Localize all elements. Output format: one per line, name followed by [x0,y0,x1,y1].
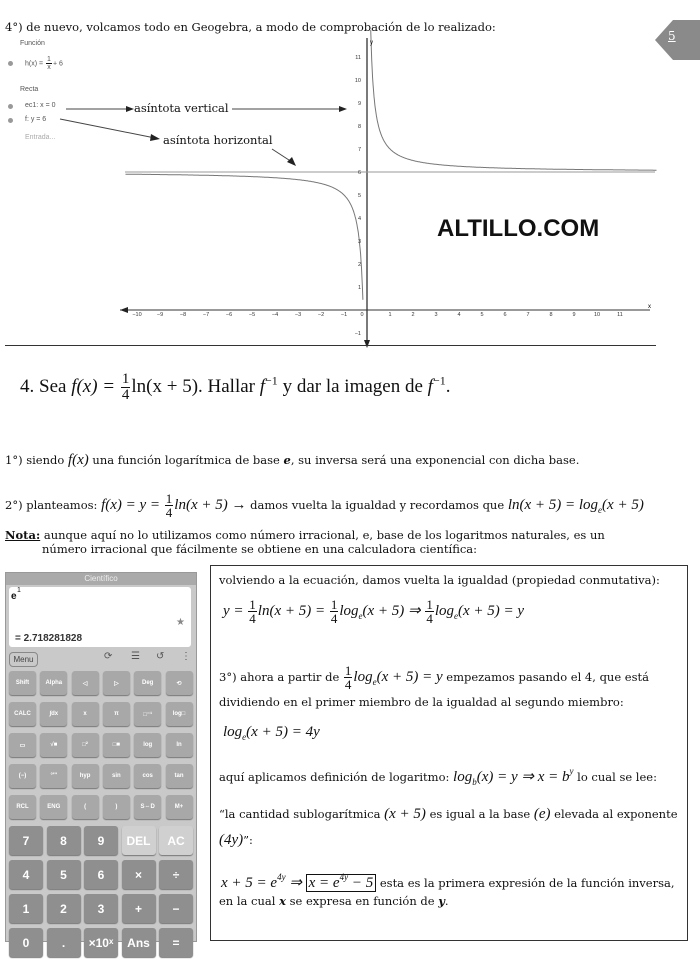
p3f: (x + 5) = y [376,668,443,685]
s2eq2: ln(x + 5) → [174,496,247,513]
p-end: . [445,375,451,397]
box-p3 [219,664,649,691]
calc-key[interactable]: 8 [47,826,81,855]
p5d: (4y) [219,832,244,848]
p7b: se expresa en función de [285,894,439,908]
e1s2: e [454,610,459,621]
more-icon[interactable]: ⋮ [181,651,191,662]
p4log: log [453,769,473,785]
calc-key[interactable]: tan [166,764,193,788]
p-rest: ln(x + 5). Hallar [131,375,260,397]
note-label: Nota: [5,528,41,542]
calc-key[interactable]: ( [72,795,99,819]
calc-key[interactable]: 4 [9,860,43,889]
calc-key[interactable]: CALC [9,702,36,726]
p3s: e [372,676,377,687]
undo-icon[interactable]: ↺ [156,651,165,662]
y-tick-label: −1 [354,331,361,337]
function-curve-left [126,174,363,300]
calc-key[interactable]: ▭ [9,733,36,757]
boxed-sup: 4y [339,872,349,882]
e1n3: 1 [426,597,433,612]
calc-key[interactable]: log□ [166,702,193,726]
p5b: es igual a la base [425,807,534,821]
p4eq: (x) = y ⇒ x = b [476,769,570,785]
x-tick-label: 2 [411,312,415,318]
box-p5d [219,832,253,849]
calc-key[interactable]: 1 [9,894,43,923]
p7x: x [279,894,286,908]
section-function: Función [20,40,45,47]
calc-key[interactable]: □■ [103,733,130,757]
calc-key[interactable]: ⟲ [166,671,193,695]
y-tick-label: 6 [357,170,361,176]
calc-title: Científico [6,573,196,585]
calc-key[interactable]: ▷ [103,671,130,695]
p5end: ”: [243,833,253,847]
label-vertical-asymptote: asíntota vertical [134,101,229,115]
x-tick-label: −4 [271,312,279,318]
p3n: 1 [344,663,352,678]
calc-display [9,587,191,647]
e1b: ln(x + 5) = [257,602,329,619]
s2num: 1 [165,491,173,506]
x-tick-label: −2 [317,312,325,318]
calc-key[interactable]: log [134,733,161,757]
eq3b: ⇒ [285,875,306,891]
divider [5,345,656,346]
function-curve-right [369,30,657,170]
eq3a: x + 5 = e [221,875,278,891]
function-lhs: h(x) = [25,60,46,68]
calc-key[interactable]: S⇔D [134,795,161,819]
box-eq1 [223,598,524,625]
calc-key[interactable]: (−) [9,764,36,788]
p-finv2: f [427,375,433,397]
box-p1: volviendo a la ecuación, damos vuelta la igualdad (propiedad conmutativa): [219,573,660,587]
e1e: (x + 5) ⇒ [362,602,425,619]
s2eq4: (x + 5) [602,496,644,513]
x-tick-label: 0 [360,312,364,318]
calc-key[interactable]: x [72,702,99,726]
box-p3c: dividiendo en el primer miembro de la igualdad al segundo miembro: [219,695,624,709]
calc-key[interactable]: °'" [40,764,67,788]
calc-key[interactable]: RCL [9,795,36,819]
e1c2: log [434,602,455,619]
x-tick-label: 6 [503,312,507,318]
calc-key[interactable]: □² [72,733,99,757]
eq2log: log [223,724,243,740]
calc-key[interactable]: 2 [47,894,81,923]
calc-key[interactable]: M+ [166,795,193,819]
p4sup: y [569,766,574,776]
boxed: x = e [308,875,340,891]
note-line2: número irracional que fácilmente se obtiene en una calculadora científica: [42,542,478,556]
s1c: , su inversa será una exponencial con dicha base. [290,453,580,467]
calc-key[interactable]: ∫dx [40,702,67,726]
s1b: una función logarítmica de base [88,453,284,467]
x-tick-label: −5 [248,312,256,318]
x-tick-label: −10 [132,312,142,318]
calc-key[interactable]: AC [159,826,193,855]
p5x: (x + 5) [384,806,426,822]
calc-key[interactable]: sin [103,764,130,788]
s2sub: e [598,504,603,515]
y-axis-label: y [370,40,373,46]
box-p5 [219,806,678,823]
x-tick-label: 5 [480,312,484,318]
section-line: Recta [20,86,39,93]
y-tick-label: 5 [357,193,361,199]
p3c-log: log [353,668,373,685]
s1e: e [283,453,291,467]
page-number: 5 [668,29,676,43]
star-icon[interactable]: ★ [176,617,185,628]
calculator [5,572,197,950]
input-bar[interactable]: Entrada... [25,134,56,141]
calc-key[interactable]: 9 [84,826,118,855]
calc-key[interactable]: Alpha [40,671,67,695]
axis-arrow-icon [120,307,128,313]
x-tick-label: 10 [593,312,601,318]
p-prefix: 4. Sea [20,375,72,397]
e1s: e [358,610,363,621]
line-entry-2[interactable]: f: y = 6 [25,116,47,123]
box-p7 [219,894,449,908]
arrowhead-icon [339,106,347,112]
calc-key[interactable]: √■ [40,733,67,757]
p-mid: y dar la imagen de [277,375,428,397]
p-f: f(x) = [71,375,120,397]
calc-key[interactable]: ÷ [159,860,193,889]
calc-key[interactable]: ln [166,733,193,757]
e1d: 4 [249,611,256,626]
y-tick-label: 10 [354,78,361,84]
calc-key[interactable]: ×10ˣ [84,928,118,957]
y-tick-label: 11 [355,55,361,61]
x-tick-label: −7 [202,312,210,318]
calc-key[interactable]: □⁻¹ [134,702,161,726]
p-sup2: −1 [432,373,446,388]
x-tick-label: −9 [156,312,164,318]
x-tick-label: 11 [617,312,623,318]
label-horizontal-asymptote: asíntota horizontal [163,133,273,147]
e1a: y = [223,602,248,619]
note-line1: aunque aquí no lo utilizamos como número irracional, e, base de los logaritmos naturales, es un [40,528,605,542]
calc-key[interactable]: 5 [47,860,81,889]
x-tick-label: 3 [434,312,438,318]
p5e: (e) [533,806,551,822]
p7y: y [438,894,445,908]
function-rhs: + 6 [52,60,63,68]
graph-view[interactable] [0,30,700,350]
function-num: 1 [47,56,51,63]
calc-key[interactable]: Ans [122,928,156,957]
e1d3: 4 [426,611,433,626]
history-icon[interactable]: ⟳ [104,651,113,662]
p5a: “la cantidad sublogarítmica [219,807,385,821]
calc-key[interactable]: + [122,894,156,923]
menu-button[interactable]: Menu [9,652,38,667]
p4sub: b [472,777,477,787]
x-axis-label: x [648,304,651,310]
p-sup: −1 [265,373,278,388]
p3d: 4 [344,677,352,692]
y-tick-label: 1 [357,285,361,291]
calc-result: = 2.718281828 [15,633,83,644]
boxed-result [306,874,377,892]
box-p4 [219,766,657,787]
e1n2: 1 [330,597,338,612]
s1a: 1°) siendo [5,453,68,467]
calc-key[interactable]: × [122,860,156,889]
p6: esta es la primera expresión de la función inversa, [376,876,675,890]
s2a: 2°) planteamos: [5,497,102,512]
p4b: lo cual se lee: [573,770,657,784]
x-tick-label: 7 [526,312,530,318]
p7c: . [444,894,449,908]
s2b: damos vuelta la igualdad y recordamos que [246,497,508,512]
s2den: 4 [165,505,173,520]
calc-key[interactable]: = [159,928,193,957]
x-tick-label: 8 [549,312,553,318]
calc-key[interactable]: 0 [9,928,43,957]
p-num: 1 [121,371,130,387]
step-1 [5,452,579,469]
s1fx: f(x) [67,452,89,468]
calc-input: e [11,591,17,602]
calc-key[interactable]: π [103,702,130,726]
e1f: (x + 5) = y [458,602,525,619]
box-eq3 [221,872,675,892]
axis-arrow-icon [364,340,370,348]
eq3sup: 4y [277,872,286,882]
calc-key[interactable]: ENG [40,795,67,819]
eq2s: e [242,732,247,742]
y-tick-label: 2 [357,262,361,268]
y-tick-label: 4 [357,216,361,222]
p-finv: f [259,375,266,397]
x-tick-label: −1 [340,312,348,318]
e1n: 1 [249,597,256,612]
y-tick-label: 3 [357,239,361,245]
arrowhead-icon [150,134,160,141]
y-tick-label: 9 [357,101,361,107]
line-entry-1[interactable]: ec1: x = 0 [25,102,56,109]
function-den: x [47,64,51,71]
calc-key[interactable]: Deg [134,671,161,695]
p3a: 3°) ahora a partir de [219,669,343,684]
y-tick-label: 7 [357,147,361,153]
calc-key[interactable]: cos [134,764,161,788]
calc-key[interactable]: 7 [9,826,43,855]
arrowhead-icon [126,106,134,112]
p-den: 4 [121,387,130,403]
x-tick-label: −8 [179,312,187,318]
watermark: ALTILLO.COM [437,215,600,242]
p5c: elevada al exponente [550,807,678,821]
calc-input-sup: 1 [17,587,21,594]
eq2rest: (x + 5) = 4y [246,724,320,740]
p7a: en la cual [219,894,280,908]
solution-box [210,565,688,941]
box-eq2 [223,724,320,742]
p4a: aquí aplicamos definición de logaritmo: [219,770,454,784]
e1c: log [339,602,359,619]
arrow-line-horizontal [60,119,155,138]
boxed-end: − 5 [348,875,374,891]
e1d2: 4 [330,611,338,626]
calc-key[interactable]: . [47,928,81,957]
calc-key[interactable]: ) [103,795,130,819]
calc-key[interactable]: hyp [72,764,99,788]
calc-key[interactable]: 3 [84,894,118,923]
s2eq: f(x) = y = [101,496,164,513]
calc-key[interactable]: 6 [84,860,118,889]
calc-key[interactable]: ◁ [72,671,99,695]
x-tick-label: 1 [388,312,392,318]
calc-key[interactable]: DEL [122,826,156,855]
problem-statement [20,372,450,403]
list-icon[interactable]: ☰ [131,651,140,662]
s2eq3: ln(x + 5) = log [507,496,599,513]
x-tick-label: −6 [225,312,233,318]
x-tick-label: −3 [294,312,302,318]
calc-key[interactable]: Shift [9,671,36,695]
arrowhead-icon [287,157,296,166]
step-2 [5,492,644,519]
x-tick-label: 4 [457,312,461,318]
note [5,528,605,542]
p3b: empezamos pasando el 4, que está [442,669,649,684]
calc-key[interactable]: − [159,894,193,923]
y-tick-label: 8 [357,124,361,130]
intro-text: 4°) de nuevo, volcamos todo en Geogebra, a modo de comprobación de lo realizado: [5,20,496,34]
x-tick-label: 9 [572,312,576,318]
